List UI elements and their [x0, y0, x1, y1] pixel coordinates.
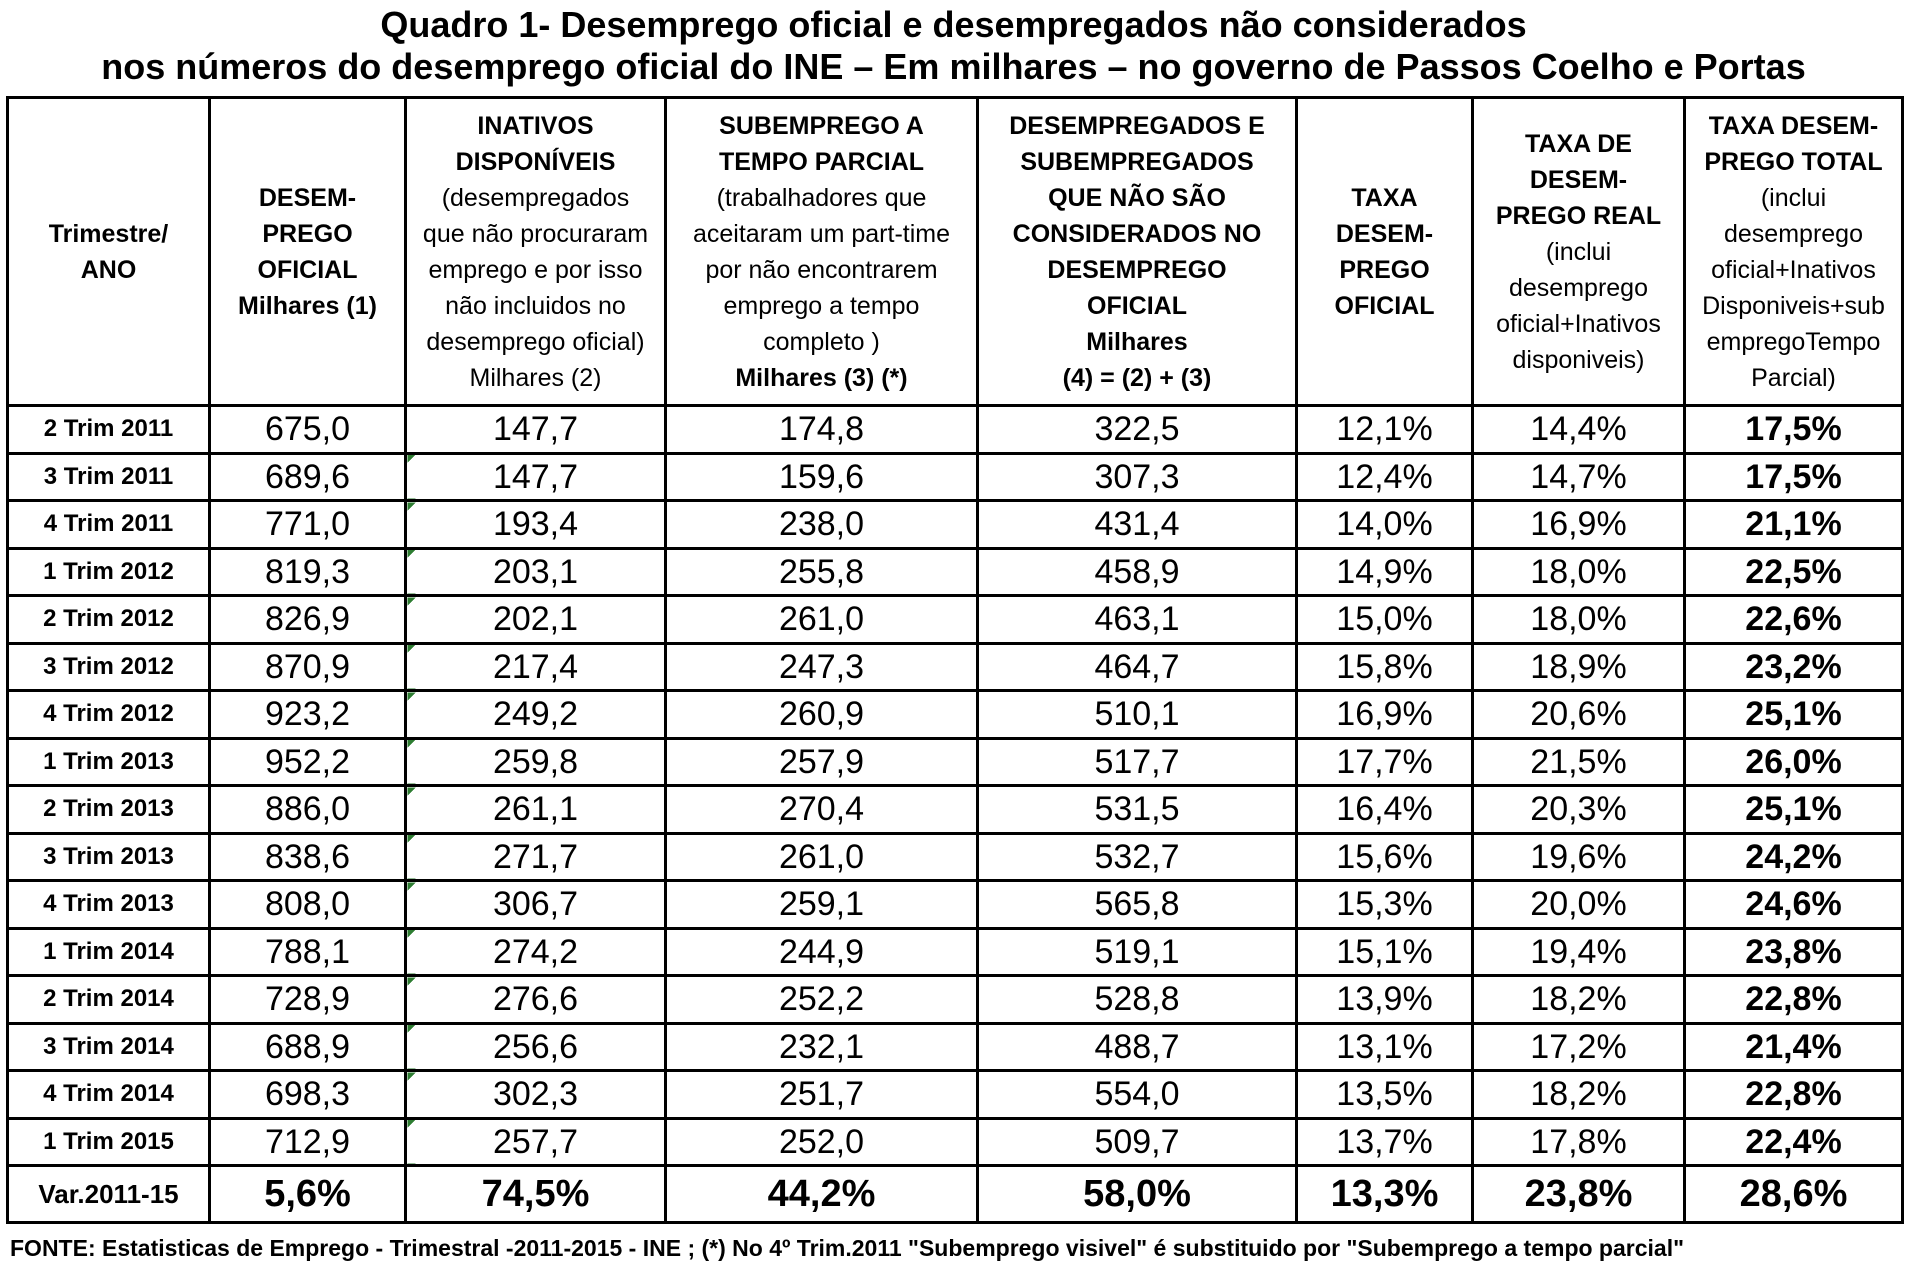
- header-inativos-disponiveis: [406, 98, 666, 406]
- variation-cell-desemprego-oficial: 5,6%: [210, 1166, 406, 1223]
- source-note: FONTE: Estatisticas de Emprego - Trimestral -2011-2015 - INE ; (*) No 4º Trim.2011 "Subemprego visivel" é substituido por "Subemprego a tempo parcial": [10, 1235, 1684, 1261]
- cell-desemprego-oficial: 675,0: [210, 406, 406, 454]
- document-title: [0, 4, 1907, 88]
- cell-taxa-total: 26,0%: [1685, 738, 1903, 786]
- cell-subemprego: 255,8: [666, 548, 978, 596]
- header-subemprego-tempo-parcial-normal: (trabalhadores que aceitaram um part-time por não encontrarem emprego a tempo completo ): [692, 183, 951, 356]
- cell-taxa-real: 14,4%: [1473, 406, 1685, 454]
- table-row: [8, 406, 1903, 454]
- header-taxa-real-bold: TAXA DE DESEM- PREGO REAL: [1495, 129, 1662, 230]
- cell-taxa-total: 22,8%: [1685, 1071, 1903, 1119]
- cell-nao-considerados: 458,9: [978, 548, 1297, 596]
- cell-taxa-real: 19,4%: [1473, 928, 1685, 976]
- cell-taxa-total: 17,5%: [1685, 453, 1903, 501]
- cell-desemprego-oficial: 819,3: [210, 548, 406, 596]
- cell-trimestre: 4 Trim 2013: [8, 881, 210, 929]
- cell-inativos: 261,1: [406, 786, 666, 834]
- cell-taxa-real: 20,6%: [1473, 691, 1685, 739]
- cell-taxa-oficial: 13,9%: [1297, 976, 1473, 1024]
- variation-cell-trimestre: Var.2011-15: [8, 1166, 210, 1223]
- header-desemprego-oficial-bold: DESEM- PREGO OFICIAL Milhares (1): [238, 183, 377, 320]
- cell-subemprego: 260,9: [666, 691, 978, 739]
- header-inativos-disponiveis-bold: INATIVOS DISPONÍVEIS: [455, 111, 616, 176]
- cell-trimestre: 2 Trim 2013: [8, 786, 210, 834]
- table-row: [8, 501, 1903, 549]
- cell-taxa-real: 17,8%: [1473, 1118, 1685, 1166]
- cell-trimestre: 1 Trim 2014: [8, 928, 210, 976]
- header-taxa-real-normal: (inclui desemprego oficial+Inativos disponiveis): [1496, 237, 1661, 374]
- header-nao-considerados-bold: DESEMPREGADOS E SUBEMPREGADOS QUE NÃO SÃO CONSIDERADOS NO DESEMPREGO OFICIAL Milhares: [1009, 111, 1265, 356]
- header-taxa-real: [1473, 98, 1685, 406]
- cell-desemprego-oficial: 952,2: [210, 738, 406, 786]
- cell-taxa-total: 21,1%: [1685, 501, 1903, 549]
- cell-taxa-oficial: 17,7%: [1297, 738, 1473, 786]
- cell-subemprego: 261,0: [666, 833, 978, 881]
- cell-taxa-real: 18,2%: [1473, 976, 1685, 1024]
- variation-cell-taxa-oficial: 13,3%: [1297, 1166, 1473, 1223]
- cell-taxa-total: 23,8%: [1685, 928, 1903, 976]
- cell-taxa-real: 16,9%: [1473, 501, 1685, 549]
- variation-cell-inativos: 74,5%: [406, 1166, 666, 1223]
- header-trimestre-bold: Trimestre/ ANO: [48, 219, 169, 284]
- cell-taxa-total: 22,6%: [1685, 596, 1903, 644]
- cell-trimestre: 2 Trim 2014: [8, 976, 210, 1024]
- table-row: [8, 881, 1903, 929]
- table-row: [8, 1071, 1903, 1119]
- cell-trimestre: 4 Trim 2012: [8, 691, 210, 739]
- cell-trimestre: 3 Trim 2013: [8, 833, 210, 881]
- cell-subemprego: 257,9: [666, 738, 978, 786]
- cell-subemprego: 252,0: [666, 1118, 978, 1166]
- cell-taxa-oficial: 13,5%: [1297, 1071, 1473, 1119]
- cell-taxa-oficial: 15,0%: [1297, 596, 1473, 644]
- cell-taxa-total: 22,8%: [1685, 976, 1903, 1024]
- cell-taxa-total: 22,4%: [1685, 1118, 1903, 1166]
- cell-taxa-total: 25,1%: [1685, 691, 1903, 739]
- cell-trimestre: 4 Trim 2011: [8, 501, 210, 549]
- cell-trimestre: 2 Trim 2012: [8, 596, 210, 644]
- cell-taxa-total: 22,5%: [1685, 548, 1903, 596]
- cell-subemprego: 259,1: [666, 881, 978, 929]
- cell-inativos: 193,4: [406, 501, 666, 549]
- cell-nao-considerados: 488,7: [978, 1023, 1297, 1071]
- header-taxa-oficial-bold: TAXA DESEM- PREGO OFICIAL: [1334, 183, 1435, 320]
- header-row: [8, 98, 1903, 406]
- cell-taxa-oficial: 15,8%: [1297, 643, 1473, 691]
- header-taxa-oficial: [1297, 98, 1473, 406]
- table-row: [8, 596, 1903, 644]
- cell-desemprego-oficial: 870,9: [210, 643, 406, 691]
- cell-desemprego-oficial: 689,6: [210, 453, 406, 501]
- cell-inativos: 256,6: [406, 1023, 666, 1071]
- cell-inativos: 276,6: [406, 976, 666, 1024]
- cell-nao-considerados: 431,4: [978, 501, 1297, 549]
- cell-inativos: 147,7: [406, 406, 666, 454]
- variation-cell-taxa-total: 28,6%: [1685, 1166, 1903, 1223]
- unemployment-table: [6, 96, 1904, 1224]
- table-row: [8, 928, 1903, 976]
- cell-subemprego: 238,0: [666, 501, 978, 549]
- header-nao-considerados-bold2: (4) = (2) + (3): [1062, 363, 1212, 392]
- cell-taxa-real: 19,6%: [1473, 833, 1685, 881]
- cell-nao-considerados: 510,1: [978, 691, 1297, 739]
- cell-subemprego: 159,6: [666, 453, 978, 501]
- cell-desemprego-oficial: 688,9: [210, 1023, 406, 1071]
- cell-nao-considerados: 322,5: [978, 406, 1297, 454]
- cell-subemprego: 261,0: [666, 596, 978, 644]
- header-taxa-total-normal: (inclui desemprego oficial+Inativos Disponiveis+sub empregoTempo Parcial): [1702, 183, 1885, 392]
- cell-inativos: 259,8: [406, 738, 666, 786]
- cell-subemprego: 232,1: [666, 1023, 978, 1071]
- cell-taxa-oficial: 15,3%: [1297, 881, 1473, 929]
- table-row: [8, 548, 1903, 596]
- cell-subemprego: 174,8: [666, 406, 978, 454]
- header-subemprego-tempo-parcial-bold: SUBEMPREGO A TEMPO PARCIAL: [718, 111, 925, 176]
- cell-inativos: 274,2: [406, 928, 666, 976]
- cell-trimestre: 4 Trim 2014: [8, 1071, 210, 1119]
- cell-nao-considerados: 532,7: [978, 833, 1297, 881]
- cell-trimestre: 1 Trim 2013: [8, 738, 210, 786]
- cell-taxa-real: 18,9%: [1473, 643, 1685, 691]
- cell-taxa-oficial: 12,4%: [1297, 453, 1473, 501]
- cell-desemprego-oficial: 923,2: [210, 691, 406, 739]
- cell-desemprego-oficial: 788,1: [210, 928, 406, 976]
- variation-cell-subemprego: 44,2%: [666, 1166, 978, 1223]
- cell-taxa-real: 21,5%: [1473, 738, 1685, 786]
- cell-trimestre: 3 Trim 2014: [8, 1023, 210, 1071]
- cell-inativos: 271,7: [406, 833, 666, 881]
- table-row: [8, 976, 1903, 1024]
- header-trimestre: [8, 98, 210, 406]
- cell-nao-considerados: 517,7: [978, 738, 1297, 786]
- title-line-1: Quadro 1- Desemprego oficial e desempregados não considerados: [380, 4, 1527, 45]
- cell-taxa-oficial: 16,4%: [1297, 786, 1473, 834]
- table-row: [8, 833, 1903, 881]
- cell-desemprego-oficial: 698,3: [210, 1071, 406, 1119]
- cell-nao-considerados: 565,8: [978, 881, 1297, 929]
- cell-trimestre: 3 Trim 2012: [8, 643, 210, 691]
- table-row: [8, 453, 1903, 501]
- page: [0, 4, 1907, 1262]
- cell-subemprego: 244,9: [666, 928, 978, 976]
- cell-inativos: 302,3: [406, 1071, 666, 1119]
- cell-taxa-real: 18,0%: [1473, 548, 1685, 596]
- cell-inativos: 147,7: [406, 453, 666, 501]
- cell-taxa-oficial: 14,9%: [1297, 548, 1473, 596]
- cell-subemprego: 252,2: [666, 976, 978, 1024]
- cell-nao-considerados: 531,5: [978, 786, 1297, 834]
- table-row: [8, 738, 1903, 786]
- cell-subemprego: 270,4: [666, 786, 978, 834]
- cell-taxa-oficial: 13,7%: [1297, 1118, 1473, 1166]
- cell-desemprego-oficial: 826,9: [210, 596, 406, 644]
- header-taxa-total-bold: TAXA DESEM- PREGO TOTAL: [1704, 111, 1883, 176]
- table-row: [8, 786, 1903, 834]
- variation-cell-taxa-real: 23,8%: [1473, 1166, 1685, 1223]
- cell-taxa-real: 18,0%: [1473, 596, 1685, 644]
- cell-nao-considerados: 554,0: [978, 1071, 1297, 1119]
- cell-trimestre: 3 Trim 2011: [8, 453, 210, 501]
- cell-inativos: 203,1: [406, 548, 666, 596]
- table-row: [8, 691, 1903, 739]
- cell-taxa-total: 21,4%: [1685, 1023, 1903, 1071]
- cell-desemprego-oficial: 712,9: [210, 1118, 406, 1166]
- header-subemprego-tempo-parcial: [666, 98, 978, 406]
- header-nao-considerados: [978, 98, 1297, 406]
- title-line-2: nos números do desemprego oficial do INE – Em milhares – no governo de Passos Coelho e Portas: [101, 46, 1806, 87]
- cell-taxa-oficial: 16,9%: [1297, 691, 1473, 739]
- cell-subemprego: 247,3: [666, 643, 978, 691]
- cell-nao-considerados: 519,1: [978, 928, 1297, 976]
- cell-inativos: 202,1: [406, 596, 666, 644]
- cell-desemprego-oficial: 728,9: [210, 976, 406, 1024]
- cell-taxa-oficial: 15,1%: [1297, 928, 1473, 976]
- header-desemprego-oficial: [210, 98, 406, 406]
- variation-cell-nao-considerados: 58,0%: [978, 1166, 1297, 1223]
- cell-taxa-real: 14,7%: [1473, 453, 1685, 501]
- cell-inativos: 249,2: [406, 691, 666, 739]
- cell-inativos: 257,7: [406, 1118, 666, 1166]
- table-row: [8, 643, 1903, 691]
- cell-trimestre: 1 Trim 2015: [8, 1118, 210, 1166]
- table-row: [8, 1023, 1903, 1071]
- cell-trimestre: 2 Trim 2011: [8, 406, 210, 454]
- cell-nao-considerados: 307,3: [978, 453, 1297, 501]
- cell-taxa-total: 17,5%: [1685, 406, 1903, 454]
- cell-taxa-total: 24,6%: [1685, 881, 1903, 929]
- cell-taxa-real: 20,3%: [1473, 786, 1685, 834]
- cell-taxa-total: 24,2%: [1685, 833, 1903, 881]
- table-row: [8, 1118, 1903, 1166]
- cell-desemprego-oficial: 886,0: [210, 786, 406, 834]
- cell-taxa-real: 20,0%: [1473, 881, 1685, 929]
- cell-taxa-oficial: 12,1%: [1297, 406, 1473, 454]
- header-subemprego-tempo-parcial-bold2: Milhares (3) (*): [735, 363, 908, 392]
- variation-row: [8, 1166, 1903, 1223]
- cell-trimestre: 1 Trim 2012: [8, 548, 210, 596]
- cell-taxa-oficial: 13,1%: [1297, 1023, 1473, 1071]
- cell-desemprego-oficial: 771,0: [210, 501, 406, 549]
- header-inativos-disponiveis-normal: (desempregados que não procuraram emprego e por isso não incluidos no desemprego oficial) Milhares (2): [422, 183, 649, 392]
- cell-nao-considerados: 464,7: [978, 643, 1297, 691]
- cell-inativos: 217,4: [406, 643, 666, 691]
- cell-desemprego-oficial: 838,6: [210, 833, 406, 881]
- cell-taxa-total: 23,2%: [1685, 643, 1903, 691]
- cell-nao-considerados: 528,8: [978, 976, 1297, 1024]
- cell-taxa-oficial: 14,0%: [1297, 501, 1473, 549]
- cell-subemprego: 251,7: [666, 1071, 978, 1119]
- cell-taxa-total: 25,1%: [1685, 786, 1903, 834]
- cell-taxa-real: 17,2%: [1473, 1023, 1685, 1071]
- cell-desemprego-oficial: 808,0: [210, 881, 406, 929]
- cell-inativos: 306,7: [406, 881, 666, 929]
- header-taxa-total: [1685, 98, 1903, 406]
- table-body: [8, 406, 1903, 1223]
- cell-nao-considerados: 463,1: [978, 596, 1297, 644]
- cell-taxa-oficial: 15,6%: [1297, 833, 1473, 881]
- cell-nao-considerados: 509,7: [978, 1118, 1297, 1166]
- cell-taxa-real: 18,2%: [1473, 1071, 1685, 1119]
